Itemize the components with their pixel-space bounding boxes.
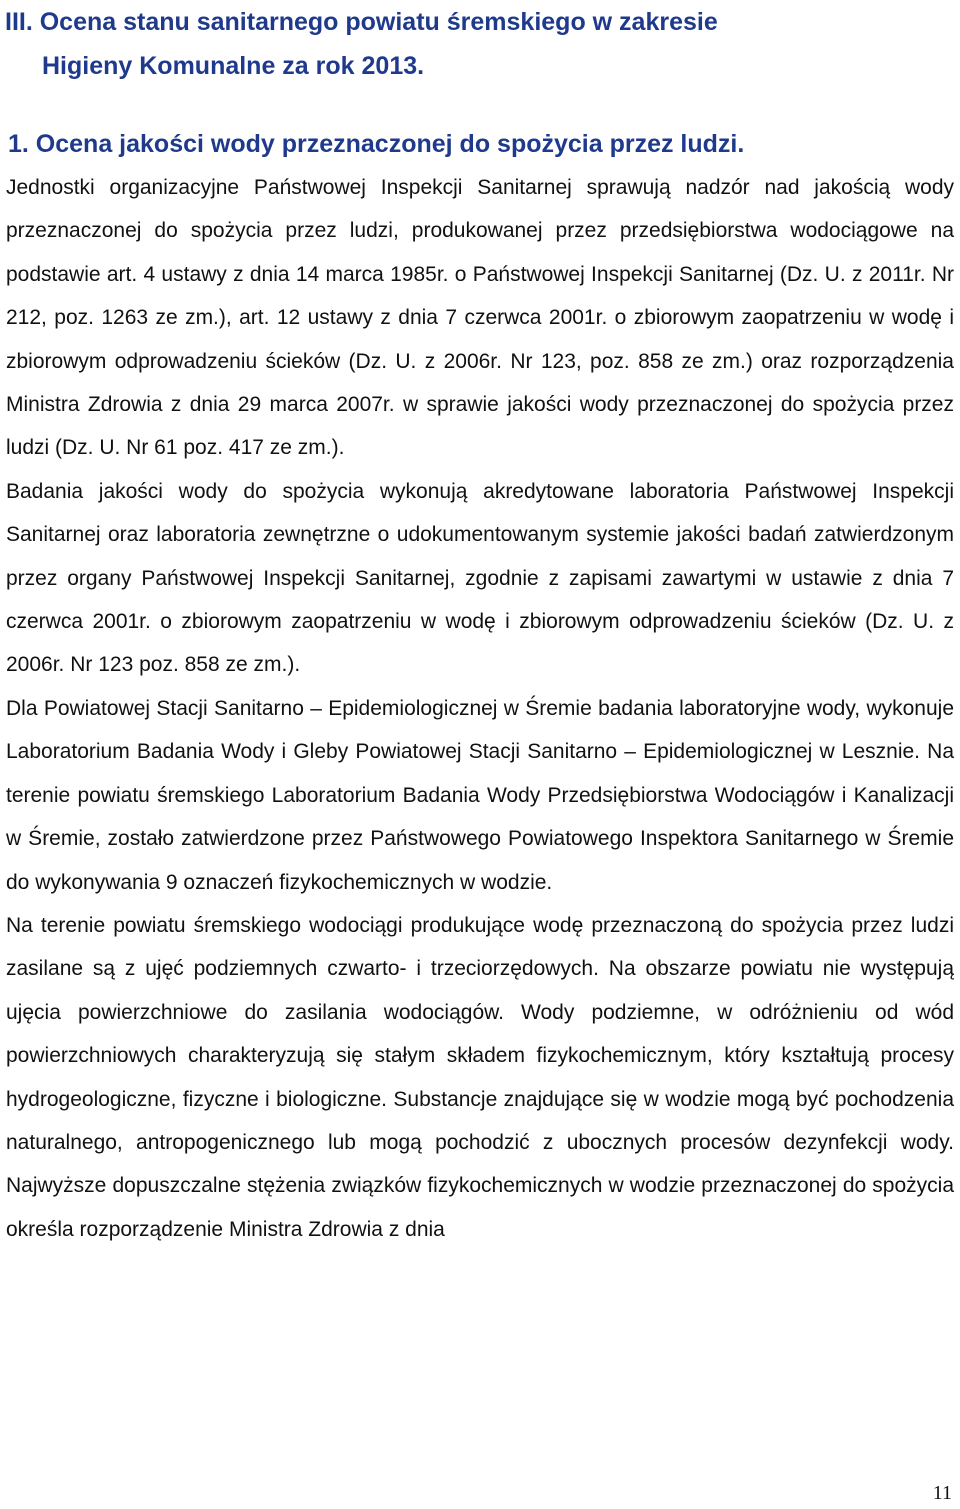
paragraph-legal-basis: Jednostki organizacyjne Państwowej Inspekcji Sanitarnej sprawują nadzór nad jakością wody przeznaczonej do spożycia przez ludzi, produkowanej przez przedsiębiorstwa wodociągowe na podstawie art. 4 ustawy z dnia 14 marca 1985r. o Państwowej Inspekcji Sanitarnej (Dz. U. z 2011r. Nr 212, poz. 1263 ze zm.), art. 12 ustawy z dnia 7 czerwca 2001r. o zbiorowym zaopatrzeniu w wodę i zbiorowym odprowadzeniu ścieków (Dz. U. z 2006r. Nr 123, poz. 858 ze zm.) oraz rozporządzenia Ministra Zdrowia z dnia 29 marca 2007r. w sprawie jakości wody przeznaczonej do spożycia przez ludzi (Dz. U. Nr 61 poz. 417 ze zm.). [6,176,954,460]
subsection-title: 1. Ocena jakości wody przeznaczonej do spożycia przez ludzi. [8,130,745,158]
page-number: 11 [932,1482,952,1504]
paragraph-groundwater: Na terenie powiatu śremskiego wodociągi produkujące wodę przeznaczoną do spożycia przez ludzi zasilane są z ujęć podziemnych czwarto- i trzeciorzędowych. Na obszarze powiatu nie występują ujęcia powierzchniowe do zasilania wodociągów. Wody podziemne, w odróżnieniu od wód powierzchniowych charakteryzują się stałym składem fizykochemicznym, który kształtują procesy hydrogeologiczne, fizyczne i biologiczne. Substancje znajdujące się w wodzie mogą być pochodzenia naturalnego, antropogenicznego lub mogą pochodzić z ubocznych procesów dezynfekcji wody. Najwyższe dopuszczalne stężenia związków fizykochemicznych w wodzie przeznaczonej do spożycia określa rozporządzenie Ministra Zdrowia z dnia [6,913,954,1241]
section-title-line-1: III. Ocena stanu sanitarnego powiatu śremskiego w zakresie [5,8,718,36]
paragraph-laboratories: Badania jakości wody do spożycia wykonują akredytowane laboratoria Państwowej Inspekcji Sanitarnej oraz laboratoria zewnętrzne o udokumentowanym systemie jakości badań zatwierdzonym przez organy Państwowej Inspekcji Sanitarnej, zgodnie z zapisami zawartymi w ustawie z dnia 7 czerwca 2001r. o zbiorowym zaopatrzeniu w wodę i zbiorowym odprowadzeniu ścieków (Dz. U. z 2006r. Nr 123 poz. 858 ze zm.). [6,479,954,677]
body-text [0,166,960,1251]
section-title-line-2: Higieny Komunalne za rok 2013. [42,52,425,80]
paragraph-srem-station: Dla Powiatowej Stacji Sanitarno – Epidemiologicznej w Śremie badania laboratoryjne wody, wykonuje Laboratorium Badania Wody i Gleby Powiatowej Stacji Sanitarno – Epidemiologicznej w Lesznie. Na terenie powiatu śremskiego Laboratorium Badania Wody Przedsiębiorstwa Wodociągów i Kanalizacji w Śremie, zostało zatwierdzone przez Państwowego Powiatowego Inspektora Sanitarnego w Śremie do wykonywania 9 oznaczeń fizykochemicznych w wodzie. [6,696,954,894]
section-heading [0,0,960,166]
